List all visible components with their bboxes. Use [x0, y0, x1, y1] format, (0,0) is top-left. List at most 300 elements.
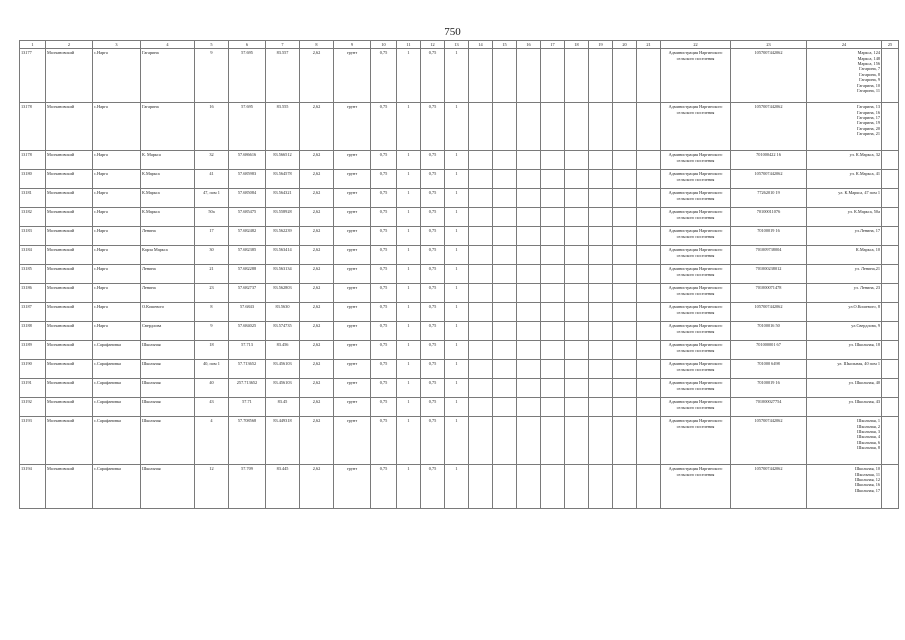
column-number-cell: 14	[469, 41, 493, 49]
house-cell: 23	[195, 284, 229, 303]
empty-cell	[882, 103, 899, 151]
column-number-cell: 13	[445, 41, 469, 49]
locality-cell: с.Нарга	[93, 227, 141, 246]
house-cell: 32	[195, 151, 229, 170]
district-cell: Молчановский	[46, 360, 93, 379]
empty-cell	[565, 246, 589, 265]
served-address: Школьная, 4	[857, 434, 880, 440]
empty-cell	[589, 341, 613, 360]
empty-cell	[493, 246, 517, 265]
locality-cell: с.Нарга	[93, 151, 141, 170]
count-cell: 1	[397, 284, 421, 303]
volume-cell: 0,75	[371, 417, 397, 465]
locality-cell: с.Сарафановка	[93, 398, 141, 417]
longitude-cell: 83.456103	[266, 379, 300, 398]
column-number-cell: 20	[613, 41, 637, 49]
served-address: ул. К.Маркса, 50а	[847, 209, 880, 215]
empty-cell	[541, 208, 565, 227]
empty-cell	[589, 265, 613, 284]
longitude-cell: 83.563134	[266, 265, 300, 284]
column-number-cell: 12	[421, 41, 445, 49]
served-address: ул. Школьная, 40 пом 1	[837, 361, 880, 367]
surface-cell: грунт	[334, 322, 371, 341]
empty-cell	[517, 379, 541, 398]
empty-cell	[493, 417, 517, 465]
area-cell: 2,62	[300, 170, 334, 189]
column-number-cell: 7	[266, 41, 300, 49]
table-row	[20, 465, 899, 509]
empty-cell	[613, 170, 637, 189]
empty-cell	[882, 379, 899, 398]
empty-cell	[565, 265, 589, 284]
locality-cell: с.Сарафановка	[93, 465, 141, 509]
empty-cell	[589, 303, 613, 322]
ogrn-cell: 70100016 50	[731, 322, 807, 341]
locality-cell: с.Нарга	[93, 265, 141, 284]
empty-cell	[565, 465, 589, 509]
count-2-cell: 1	[445, 417, 469, 465]
count-cell: 1	[397, 227, 421, 246]
locality-cell: с.Сарафановка	[93, 360, 141, 379]
empty-cell	[493, 227, 517, 246]
empty-cell	[589, 49, 613, 103]
empty-cell	[589, 246, 613, 265]
empty-cell	[882, 284, 899, 303]
empty-cell	[882, 208, 899, 227]
table-body	[20, 41, 899, 509]
street-cell: Ленина	[141, 265, 195, 284]
served-address: Гагарина, 9	[859, 77, 880, 83]
volume-2-cell: 0,75	[421, 303, 445, 322]
empty-cell	[882, 227, 899, 246]
district-cell: Молчановский	[46, 103, 93, 151]
street-cell: Гагарина	[141, 103, 195, 151]
count-2-cell: 1	[445, 170, 469, 189]
served-addresses-cell	[807, 303, 882, 322]
latitude-cell: 57.695	[229, 103, 266, 151]
served-address: Маркса, 148	[857, 55, 880, 61]
empty-cell	[469, 284, 493, 303]
empty-cell	[469, 151, 493, 170]
served-address: Школьная, 17	[854, 487, 880, 493]
served-address: К.Маркса, 10	[855, 247, 880, 253]
empty-cell	[882, 398, 899, 417]
served-address: ул.О.Кошевого, 8	[848, 304, 880, 310]
count-cell: 1	[397, 246, 421, 265]
served-address: Школьная, 2	[857, 423, 880, 429]
count-cell: 1	[397, 341, 421, 360]
table-row	[20, 208, 899, 227]
volume-2-cell: 0,75	[421, 379, 445, 398]
empty-cell	[493, 398, 517, 417]
empty-cell	[589, 465, 613, 509]
served-addresses-cell	[807, 265, 882, 284]
empty-cell	[469, 246, 493, 265]
empty-cell	[565, 379, 589, 398]
house-cell: 40	[195, 379, 229, 398]
owner-cell: Администрация Наргинского сельского поселения	[661, 49, 731, 103]
empty-cell	[565, 398, 589, 417]
table-row	[20, 170, 899, 189]
empty-cell	[637, 189, 661, 208]
latitude-cell: 57.685983	[229, 170, 266, 189]
column-number-cell: 15	[493, 41, 517, 49]
empty-cell	[541, 246, 565, 265]
district-cell: Молчановский	[46, 246, 93, 265]
volume-cell: 0,75	[371, 103, 397, 151]
area-cell: 2,62	[300, 322, 334, 341]
served-address: Гагарина, 13	[856, 104, 880, 110]
ogrn-cell: 1057007442062	[731, 465, 807, 509]
area-cell: 2,62	[300, 398, 334, 417]
street-cell: К.Маркса	[141, 170, 195, 189]
owner-cell: Администрация Наргинского сельского поселения	[661, 341, 731, 360]
latitude-cell: 57.682288	[229, 265, 266, 284]
ogrn-cell: 70100019 16	[731, 379, 807, 398]
area-cell: 2,62	[300, 417, 334, 465]
table-row	[20, 246, 899, 265]
empty-cell	[493, 208, 517, 227]
row-number-cell: 13187	[20, 303, 46, 322]
served-address: Школьная, 12	[854, 477, 880, 483]
empty-cell	[565, 303, 589, 322]
house-cell: 9	[195, 322, 229, 341]
locality-cell: с.Сарафановка	[93, 379, 141, 398]
house-cell: 4	[195, 417, 229, 465]
area-cell: 2,62	[300, 465, 334, 509]
empty-cell	[637, 284, 661, 303]
empty-cell	[493, 360, 517, 379]
volume-2-cell: 0,75	[421, 465, 445, 509]
empty-cell	[882, 360, 899, 379]
count-2-cell: 1	[445, 379, 469, 398]
empty-cell	[613, 49, 637, 103]
locality-cell: с.Нарга	[93, 246, 141, 265]
empty-cell	[637, 417, 661, 465]
ogrn-cell: 1057007442062	[731, 170, 807, 189]
column-number-cell: 18	[565, 41, 589, 49]
column-number-cell: 24	[807, 41, 882, 49]
empty-cell	[589, 360, 613, 379]
owner-cell: Администрация Наргинского сельского поселения	[661, 417, 731, 465]
street-cell: Свердлова	[141, 322, 195, 341]
served-address: ул.Ленина, 17	[854, 228, 880, 234]
latitude-cell: 57.6843	[229, 303, 266, 322]
empty-cell	[469, 465, 493, 509]
empty-cell	[882, 341, 899, 360]
volume-cell: 0,75	[371, 208, 397, 227]
empty-cell	[469, 417, 493, 465]
empty-cell	[589, 284, 613, 303]
column-number-cell: 3	[93, 41, 141, 49]
longitude-cell: 83.445	[266, 465, 300, 509]
locality-cell: с.Нарга	[93, 208, 141, 227]
district-cell: Молчановский	[46, 189, 93, 208]
column-number-cell: 10	[371, 41, 397, 49]
empty-cell	[637, 265, 661, 284]
empty-cell	[882, 265, 899, 284]
served-address: ул. Ленина, 23	[853, 285, 880, 291]
owner-cell: Администрация Наргинского сельского поселения	[661, 465, 731, 509]
served-addresses-cell	[807, 49, 882, 103]
column-number-cell: 19	[589, 41, 613, 49]
served-address: Гагарина, 20	[856, 125, 880, 131]
longitude-cell: 83.564578	[266, 170, 300, 189]
empty-cell	[565, 341, 589, 360]
empty-cell	[637, 49, 661, 103]
empty-cell	[493, 189, 517, 208]
district-cell: Молчановский	[46, 170, 93, 189]
empty-cell	[589, 227, 613, 246]
surface-cell: грунт	[334, 398, 371, 417]
empty-cell	[589, 322, 613, 341]
ogrn-cell: 1057007442062	[731, 303, 807, 322]
volume-cell: 0,75	[371, 398, 397, 417]
table-row	[20, 189, 899, 208]
empty-cell	[613, 465, 637, 509]
locality-cell: с.Нарга	[93, 189, 141, 208]
latitude-cell: 57.695	[229, 49, 266, 103]
locality-cell: с.Нарга	[93, 322, 141, 341]
empty-cell	[637, 341, 661, 360]
longitude-cell: 83.555	[266, 103, 300, 151]
empty-cell	[637, 246, 661, 265]
locality-cell: с.Нарга	[93, 103, 141, 151]
empty-cell	[469, 322, 493, 341]
row-number-cell: 13177	[20, 49, 46, 103]
empty-cell	[541, 49, 565, 103]
served-address: Школьная, 3	[857, 429, 880, 435]
district-cell: Молчановский	[46, 465, 93, 509]
empty-cell	[493, 284, 517, 303]
street-cell: Ленина	[141, 284, 195, 303]
served-address: Гагарина, 7	[859, 66, 880, 72]
empty-cell	[565, 227, 589, 246]
empty-cell	[469, 379, 493, 398]
table-row	[20, 360, 899, 379]
served-addresses-cell	[807, 103, 882, 151]
volume-cell: 0,75	[371, 49, 397, 103]
served-address: Гагарина, 21	[856, 131, 880, 137]
served-address: Гагарина, 8	[859, 71, 880, 77]
owner-cell: Администрация Наргинского сельского поселения	[661, 246, 731, 265]
ogrn-cell: 701009738004	[731, 246, 807, 265]
longitude-cell: 83.562803	[266, 284, 300, 303]
street-cell: К. Маркса	[141, 151, 195, 170]
empty-cell	[469, 103, 493, 151]
district-cell: Молчановский	[46, 303, 93, 322]
volume-cell: 0,75	[371, 360, 397, 379]
empty-cell	[469, 341, 493, 360]
served-addresses-cell	[807, 360, 882, 379]
house-cell: 8	[195, 303, 229, 322]
volume-2-cell: 0,75	[421, 170, 445, 189]
volume-cell: 0,75	[371, 322, 397, 341]
locality-cell: с.Сарафановка	[93, 417, 141, 465]
column-number-row	[20, 41, 899, 49]
empty-cell	[517, 208, 541, 227]
served-addresses-cell	[807, 170, 882, 189]
count-2-cell: 1	[445, 322, 469, 341]
empty-cell	[613, 227, 637, 246]
count-cell: 1	[397, 465, 421, 509]
empty-cell	[565, 189, 589, 208]
empty-cell	[517, 265, 541, 284]
table-row	[20, 341, 899, 360]
empty-cell	[541, 417, 565, 465]
empty-cell	[882, 417, 899, 465]
served-address: Школьная, 16	[854, 482, 880, 488]
latitude-cell: 57.684025	[229, 322, 266, 341]
empty-cell	[541, 103, 565, 151]
street-cell: Школьная	[141, 465, 195, 509]
street-cell: Школьная	[141, 417, 195, 465]
row-number-cell: 13193	[20, 417, 46, 465]
owner-cell: Администрация Наргинского сельского поселения	[661, 379, 731, 398]
street-cell: К.Маркса	[141, 189, 195, 208]
ogrn-cell: 1057007442062	[731, 103, 807, 151]
house-cell: 30	[195, 246, 229, 265]
table-row	[20, 303, 899, 322]
served-addresses-cell	[807, 465, 882, 509]
served-address: ул. К.Маркса, 47 пом 1	[838, 190, 880, 196]
longitude-cell: 83.45	[266, 398, 300, 417]
surface-cell: грунт	[334, 341, 371, 360]
latitude-cell: 57.685084	[229, 189, 266, 208]
volume-cell: 0,75	[371, 303, 397, 322]
surface-cell: грунт	[334, 103, 371, 151]
table-row	[20, 284, 899, 303]
volume-2-cell: 0,75	[421, 151, 445, 170]
longitude-cell: 83.558928	[266, 208, 300, 227]
count-2-cell: 1	[445, 341, 469, 360]
locality-cell: с.Нарга	[93, 303, 141, 322]
empty-cell	[565, 170, 589, 189]
empty-cell	[517, 189, 541, 208]
row-number-cell: 13188	[20, 322, 46, 341]
surface-cell: грунт	[334, 170, 371, 189]
empty-cell	[589, 103, 613, 151]
empty-cell	[589, 170, 613, 189]
count-2-cell: 1	[445, 360, 469, 379]
empty-cell	[493, 49, 517, 103]
empty-cell	[469, 170, 493, 189]
count-2-cell: 1	[445, 265, 469, 284]
area-cell: 2,62	[300, 189, 334, 208]
served-address: ул. К.Маркса, 41	[849, 171, 880, 177]
column-number-cell: 2	[46, 41, 93, 49]
empty-cell	[565, 360, 589, 379]
area-cell: 2,62	[300, 265, 334, 284]
count-2-cell: 1	[445, 103, 469, 151]
surface-cell: грунт	[334, 189, 371, 208]
empty-cell	[637, 379, 661, 398]
house-cell: 41	[195, 170, 229, 189]
empty-cell	[589, 208, 613, 227]
street-cell: О.Кошевого	[141, 303, 195, 322]
served-address: ул. Ленина,21	[854, 266, 880, 272]
empty-cell	[589, 417, 613, 465]
empty-cell	[493, 151, 517, 170]
empty-cell	[541, 151, 565, 170]
page-number: 750	[444, 26, 461, 38]
empty-cell	[613, 322, 637, 341]
empty-cell	[493, 303, 517, 322]
volume-2-cell: 0,75	[421, 417, 445, 465]
ogrn-cell: 1057007442062	[731, 49, 807, 103]
empty-cell	[613, 360, 637, 379]
count-2-cell: 1	[445, 151, 469, 170]
district-cell: Молчановский	[46, 284, 93, 303]
count-2-cell: 1	[445, 49, 469, 103]
volume-2-cell: 0,75	[421, 341, 445, 360]
served-address: Маркса, 124	[857, 50, 880, 56]
served-addresses-cell	[807, 227, 882, 246]
surface-cell: грунт	[334, 265, 371, 284]
volume-2-cell: 0,75	[421, 208, 445, 227]
surface-cell: грунт	[334, 49, 371, 103]
empty-cell	[517, 465, 541, 509]
row-number-cell: 13194	[20, 465, 46, 509]
empty-cell	[541, 322, 565, 341]
served-address: ул. К.Маркса, 32	[849, 152, 880, 158]
empty-cell	[589, 398, 613, 417]
volume-cell: 0,75	[371, 227, 397, 246]
row-number-cell: 13181	[20, 189, 46, 208]
served-address: Школьная, 11	[855, 471, 880, 477]
empty-cell	[541, 265, 565, 284]
empty-cell	[541, 303, 565, 322]
empty-cell	[565, 208, 589, 227]
empty-cell	[469, 398, 493, 417]
district-cell: Молчановский	[46, 265, 93, 284]
volume-2-cell: 0,75	[421, 360, 445, 379]
street-cell: Школьная	[141, 360, 195, 379]
house-cell: 9	[195, 49, 229, 103]
count-cell: 1	[397, 379, 421, 398]
surface-cell: грунт	[334, 465, 371, 509]
empty-cell	[613, 103, 637, 151]
count-cell: 1	[397, 398, 421, 417]
surface-cell: грунт	[334, 303, 371, 322]
longitude-cell: 83.456	[266, 341, 300, 360]
row-number-cell: 13189	[20, 341, 46, 360]
volume-cell: 0,75	[371, 341, 397, 360]
served-address: ул. Школьная, 18	[848, 342, 880, 348]
served-addresses-cell	[807, 417, 882, 465]
empty-cell	[541, 189, 565, 208]
table-row	[20, 398, 899, 417]
locality-cell: с.Нарга	[93, 170, 141, 189]
surface-cell: грунт	[334, 379, 371, 398]
ogrn-cell: 701000422 16	[731, 151, 807, 170]
area-cell: 2,62	[300, 246, 334, 265]
column-number-cell: 17	[541, 41, 565, 49]
surface-cell: грунт	[334, 360, 371, 379]
table-row	[20, 322, 899, 341]
empty-cell	[517, 360, 541, 379]
volume-cell: 0,75	[371, 465, 397, 509]
volume-cell: 0,75	[371, 170, 397, 189]
district-cell: Молчановский	[46, 417, 93, 465]
served-address: Гагарина, 16	[856, 109, 880, 115]
served-addresses-cell	[807, 151, 882, 170]
empty-cell	[613, 341, 637, 360]
served-addresses-cell	[807, 341, 882, 360]
table-row	[20, 151, 899, 170]
longitude-cell: 83.563414	[266, 246, 300, 265]
empty-cell	[637, 170, 661, 189]
